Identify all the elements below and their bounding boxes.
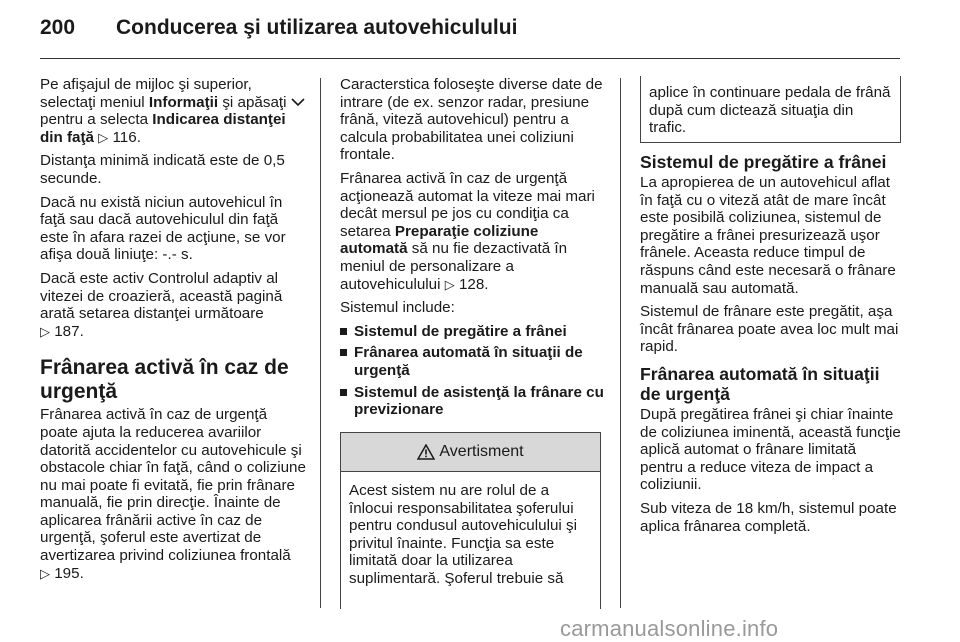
paragraph: Dacă este activ Controlul adaptiv al vitezei de croazieră, această pagină arată setarea distanţei următoare ▷ 187. bbox=[40, 269, 283, 340]
paragraph: Caracterstica foloseşte diverse date de intrare (de ex. senzor radar, presiune frână, viteză autovehicul) pentru a calcula probabilitatea unei coliziuni frontale. bbox=[340, 76, 603, 164]
page-reference: ▷ 195. bbox=[40, 564, 84, 582]
reference-arrow-icon: ▷ bbox=[98, 129, 109, 145]
list-item: Sistemul de asistenţă la frânare cu previzionare bbox=[340, 384, 604, 419]
paragraph: Sistemul include: bbox=[340, 299, 455, 317]
section-heading: Frânarea automată în situaţii de urgenţă bbox=[640, 363, 880, 404]
header-rule bbox=[40, 58, 900, 59]
warning-text: aplice în continuare pedala de frână după cum dictează situaţia din trafic. bbox=[649, 84, 891, 137]
bullet-square-icon bbox=[340, 389, 347, 396]
column-3 bbox=[640, 76, 902, 541]
column-divider bbox=[320, 78, 321, 608]
section-heading: Frânarea activă în caz de urgenţă bbox=[40, 356, 289, 404]
warning-box bbox=[340, 432, 601, 609]
watermark: carmanualsonline.info bbox=[560, 616, 779, 641]
paragraph: Sistemul de frânare este pregătit, aşa încât frânarea poate avea loc mult mai rapid. bbox=[640, 303, 899, 356]
reference-arrow-icon: ▷ bbox=[444, 276, 455, 292]
page-number: 200 bbox=[40, 16, 76, 39]
column-2 bbox=[340, 76, 604, 423]
bullet-square-icon bbox=[340, 349, 347, 356]
paragraph: După pregătirea frânei şi chiar înainte de coliziunea iminentă, această funcţie aplică automat o frânare limitată pentru a reduce viteza de impact a coliziunii. bbox=[640, 405, 901, 494]
paragraph: Dacă nu există niciun autovehicul în faţă sau dacă autovehiculul din faţă este în afara razei de acţiune, se vor afişa două liniuţe: -.- s. bbox=[40, 193, 286, 264]
chevron-down-icon bbox=[291, 97, 305, 107]
paragraph: La apropierea de un autovehicul aflat în faţă cu o viteză atât de mare încât este posibilă coliziunea, sistemul de pregătire a frânei presurizează uşor frânele. Aceasta reduce timpul de răspuns când este necesară o frânare manuală sau automată. bbox=[640, 174, 896, 297]
page-reference: ▷ 116. bbox=[98, 128, 141, 146]
warning-title: Avertisment bbox=[439, 443, 524, 460]
column-divider bbox=[620, 78, 621, 608]
feature-list bbox=[340, 323, 604, 419]
page-header bbox=[40, 16, 920, 60]
warning-text: Acest sistem nu are rolul de a înlocui responsabilitatea şoferului pentru condusul autovehiculului şi privitul înainte. Funcţia sa este limitată doar la utilizarea suplimentară. Şoferul trebuie să bbox=[349, 482, 577, 587]
paragraph: Pe afişajul de mijloc şi superior, selectaţi meniul Informaţii şi apăsaţi pentru a selecta Indicarea distanţei din faţă ▷ 116. bbox=[40, 76, 308, 146]
reference-arrow-icon: ▷ bbox=[40, 565, 50, 581]
section-heading: Sistemul de pregătire a frânei bbox=[640, 152, 887, 172]
list-item: Sistemul de pregătire a frânei bbox=[340, 323, 604, 341]
column-1 bbox=[40, 76, 308, 588]
list-item: Frânarea automată în situaţii de urgenţă bbox=[340, 344, 604, 379]
page-reference: ▷ 187. bbox=[40, 322, 84, 340]
bullet-square-icon bbox=[340, 328, 347, 335]
paragraph: Distanţa minimă indicată este de 0,5 secunde. bbox=[40, 152, 285, 187]
reference-arrow-icon: ▷ bbox=[40, 323, 50, 339]
paragraph: Frânarea activă în caz de urgenţă poate ajuta la reducerea avariilor datorită accidentelor cu autovehicule şi obstacole chiar în faţă, când o coliziune nu mai poate fi evitată, fie prin frânare manuală, fie prin direcţie. Înainte de aplicarea frânării active în caz de urgenţă, şoferul este avertizat de avertizarea privind coliziunea frontală ▷ 195. bbox=[40, 406, 306, 582]
paragraph: Frânarea activă în caz de urgenţă acţionează automat la viteze mai mari decât mersul pe jos cu condiţia ca setarea Preparaţie coliziune automată să nu fie dezactivată în meniul de personalizare a autovehiculului ▷ 128. bbox=[340, 169, 595, 293]
warning-header bbox=[341, 433, 600, 472]
chapter-title: Conducerea şi utilizarea autovehiculului bbox=[116, 16, 518, 39]
paragraph: Sub viteza de 18 km/h, sistemul poate aplica frânarea completă. bbox=[640, 499, 897, 535]
page-reference: ▷ 128. bbox=[444, 275, 489, 293]
warning-triangle-icon bbox=[417, 444, 435, 460]
